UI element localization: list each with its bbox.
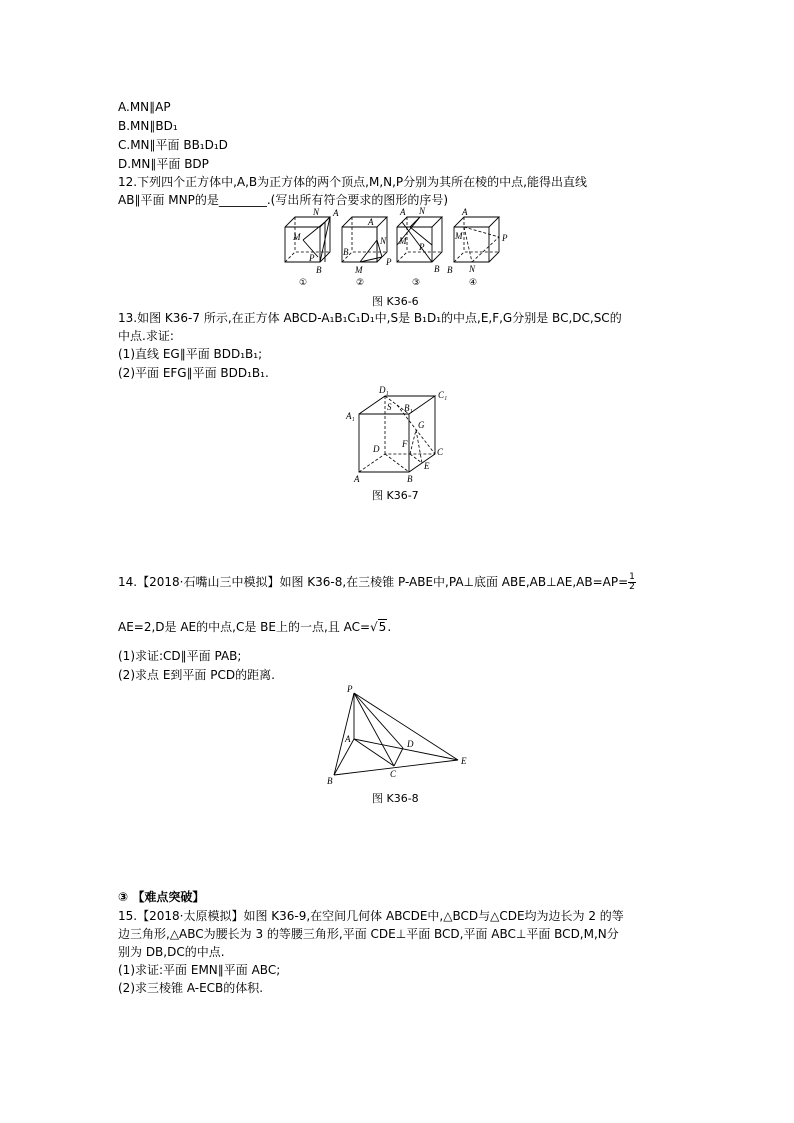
vertex-label: P [386, 257, 392, 267]
vertex-label: P [309, 253, 315, 263]
vertex-label: G [418, 420, 425, 430]
vertex-label: B [327, 776, 333, 786]
option-b: B.MN∥BD₁ [118, 119, 178, 133]
figure-number-3: ③ [412, 278, 421, 288]
vertex-label: N [419, 206, 426, 216]
vertex-label: A₁ [346, 411, 355, 421]
option-a: A.MN∥AP [118, 100, 171, 114]
q15-line1: 15.【2018·太原模拟】如图 K36-9,在空间几何体 ABCDE中,△BCD与△CDE均为边长为 2 的等 [118, 909, 624, 923]
q14-part2: (2)求点 E到平面 PCD的距离. [118, 668, 275, 682]
vertex-label: C [390, 769, 397, 779]
section-header [118, 888, 204, 906]
option-d: D.MN∥平面 BDP [118, 157, 209, 171]
vertex-label: D [407, 739, 414, 749]
vertex-label: N [380, 236, 387, 246]
section-title: 【难点突破】 [132, 890, 205, 904]
vertex-label: D₁ [379, 385, 389, 395]
q13-line1: 13.如图 K36-7 所示,在正方体 ABCD-A₁B₁C₁D₁中,S是 B₁D₁的中点,E,F,G分别是 BC,DC,SC的 [118, 311, 622, 325]
figure-number-2: ② [356, 278, 365, 288]
fraction-one-half: $\frac{1}{2}$ [629, 572, 635, 592]
vertex-label: A [354, 474, 360, 484]
vertex-label: B [407, 474, 413, 484]
vertex-label: P [502, 233, 508, 243]
vertex-label: M [399, 236, 407, 246]
figure-number-1: ① [299, 278, 308, 288]
q12-line2: AB∥平面 MNP的是________.(写出所有符合要求的图形的序号) [118, 193, 449, 207]
k366-label: N [313, 207, 320, 217]
q13-part1: (1)直线 EG∥平面 BDD₁B₁; [118, 347, 263, 361]
vertex-label: C [437, 447, 444, 457]
vertex-label: B [447, 265, 453, 275]
q12-line1: 12.下列四个正方体中,A,B为正方体的两个顶点,M,N,P分别为其所在棱的中点,能得出直线 [118, 175, 587, 189]
q14-part1: (1)求证:CD∥平面 PAB; [118, 649, 242, 663]
vertex-label: P [347, 684, 353, 694]
vertex-label: E [424, 461, 430, 471]
vertex-label: N [469, 264, 476, 274]
caption-k36-7: 图 K36-7 [372, 489, 419, 502]
vertex-label: E [461, 756, 467, 766]
vertex-label: D [373, 444, 380, 454]
q13-line2: 中点.求证: [118, 329, 174, 343]
vertex-label: A [345, 734, 351, 744]
option-c: C.MN∥平面 BB₁D₁D [118, 138, 228, 152]
q14-line2: AE=2,D是 AE的中点,C是 BE上的一点,且 AC=√5. [118, 620, 392, 634]
caption-k36-8: 图 K36-8 [372, 792, 419, 805]
vertex-label: A [462, 207, 468, 217]
q15-part2: (2)求三棱锥 A-ECB的体积. [118, 981, 264, 995]
vertex-label: B [434, 264, 440, 274]
vertex-label: M [355, 265, 363, 275]
vertex-label: A [368, 217, 374, 227]
vertex-label: S [387, 402, 392, 412]
vertex-label: F [402, 439, 408, 449]
vertex-label: A [400, 207, 406, 217]
q13-part2: (2)平面 EFG∥平面 BDD₁B₁. [118, 366, 269, 380]
q15-line2: 边三角形,△ABC为腰长为 3 的等腰三角形,平面 CDE⊥平面 BCD,平面 ABC⊥平面 BCD,M,N分 [118, 927, 619, 941]
vertex-label: B₁ [404, 403, 413, 413]
sqrt-radicand: 5 [378, 620, 387, 634]
caption-k36-6: 图 K36-6 [372, 295, 419, 308]
vertex-label: B [343, 247, 349, 257]
vertex-label: C₁ [438, 390, 448, 400]
section-icon: ③ [118, 890, 129, 904]
q14-line2-text: AE=2,D是 AE的中点,C是 BE上的一点,且 AC=√ [118, 620, 378, 634]
vertex-label: A [333, 208, 339, 218]
vertex-label: P [419, 242, 425, 252]
q14-line1-text: 14.【2018·石嘴山三中模拟】如图 K36-8,在三棱锥 P-ABE中,PA⊥底面 ABE,AB⊥AE,AB=AP= [118, 575, 629, 589]
vertex-label: M [293, 232, 301, 242]
q15-line3: 别为 DB,DC的中点. [118, 945, 225, 959]
q15-part1: (1)求证:平面 EMN∥平面 ABC; [118, 963, 281, 977]
vertex-label: M [455, 231, 463, 241]
vertex-label: B [316, 265, 322, 275]
figure-number-4: ④ [469, 278, 478, 288]
